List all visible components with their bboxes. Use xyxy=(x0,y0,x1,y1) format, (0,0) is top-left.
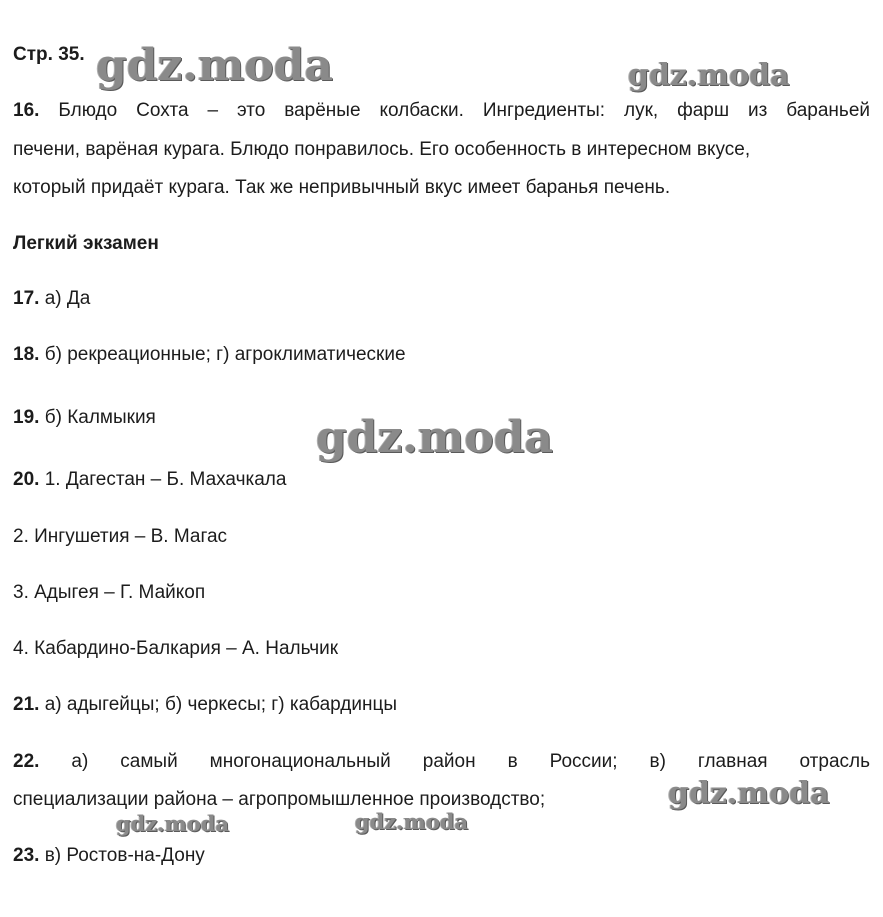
q22-text-line1: а) самый многонациональный район в России; в) главная отрасль xyxy=(71,751,870,772)
q20-item4: 4. Кабардино-Балкария – А. Нальчик xyxy=(13,638,339,659)
q16-text-line3: который придаёт курага. Так же непривычный вкус имеет баранья печень. xyxy=(13,177,671,198)
q22-number: 22. xyxy=(13,751,40,772)
q16-line1 xyxy=(13,100,870,122)
q20-item1 xyxy=(13,469,286,491)
q19-number: 19. xyxy=(13,407,40,428)
q22-line1 xyxy=(13,751,870,773)
q16-number: 16. xyxy=(13,100,40,121)
q23-number: 23. xyxy=(13,845,40,866)
watermark-3: gdz.moda xyxy=(316,412,554,463)
q17-number: 17. xyxy=(13,288,40,309)
q19-answer: б) Калмыкия xyxy=(44,407,156,428)
watermark-5: gdz.moda xyxy=(116,811,230,836)
watermark-4: gdz.moda xyxy=(668,776,830,811)
q18 xyxy=(13,344,406,366)
q18-answer: б) рекреационные; г) агроклиматические xyxy=(44,344,406,365)
q23 xyxy=(13,845,205,867)
page-reference: Стр. 35. xyxy=(13,44,85,65)
q20-item3: 3. Адыгея – Г. Майкоп xyxy=(13,582,206,603)
q20-item1-text: 1. Дагестан – Б. Махачкала xyxy=(44,469,287,490)
q18-number: 18. xyxy=(13,344,40,365)
q17-answer: а) Да xyxy=(44,288,91,309)
q16-text-line1: Блюдо Сохта – это варёные колбаски. Ингредиенты: лук, фарш из бараньей xyxy=(58,100,870,121)
q17 xyxy=(13,288,90,310)
q21-answer: а) адыгейцы; б) черкесы; г) кабардинцы xyxy=(44,694,398,715)
q19 xyxy=(13,407,156,429)
q21 xyxy=(13,694,397,716)
watermark-1: gdz.moda xyxy=(96,40,334,91)
q16-text-line2: печени, варёная курага. Блюдо понравилось. Его особенность в интересном вкусе, xyxy=(13,139,751,160)
q22-text-line2: специализации района – агропромышленное производство; xyxy=(13,789,546,810)
q20-number: 20. xyxy=(13,469,40,490)
watermark-6: gdz.moda xyxy=(355,809,469,834)
q21-number: 21. xyxy=(13,694,40,715)
watermark-2: gdz.moda xyxy=(628,58,790,93)
q20-item2: 2. Ингушетия – В. Магас xyxy=(13,526,228,547)
section-title: Легкий экзамен xyxy=(13,233,159,254)
q23-answer: в) Ростов-на-Дону xyxy=(44,845,205,866)
